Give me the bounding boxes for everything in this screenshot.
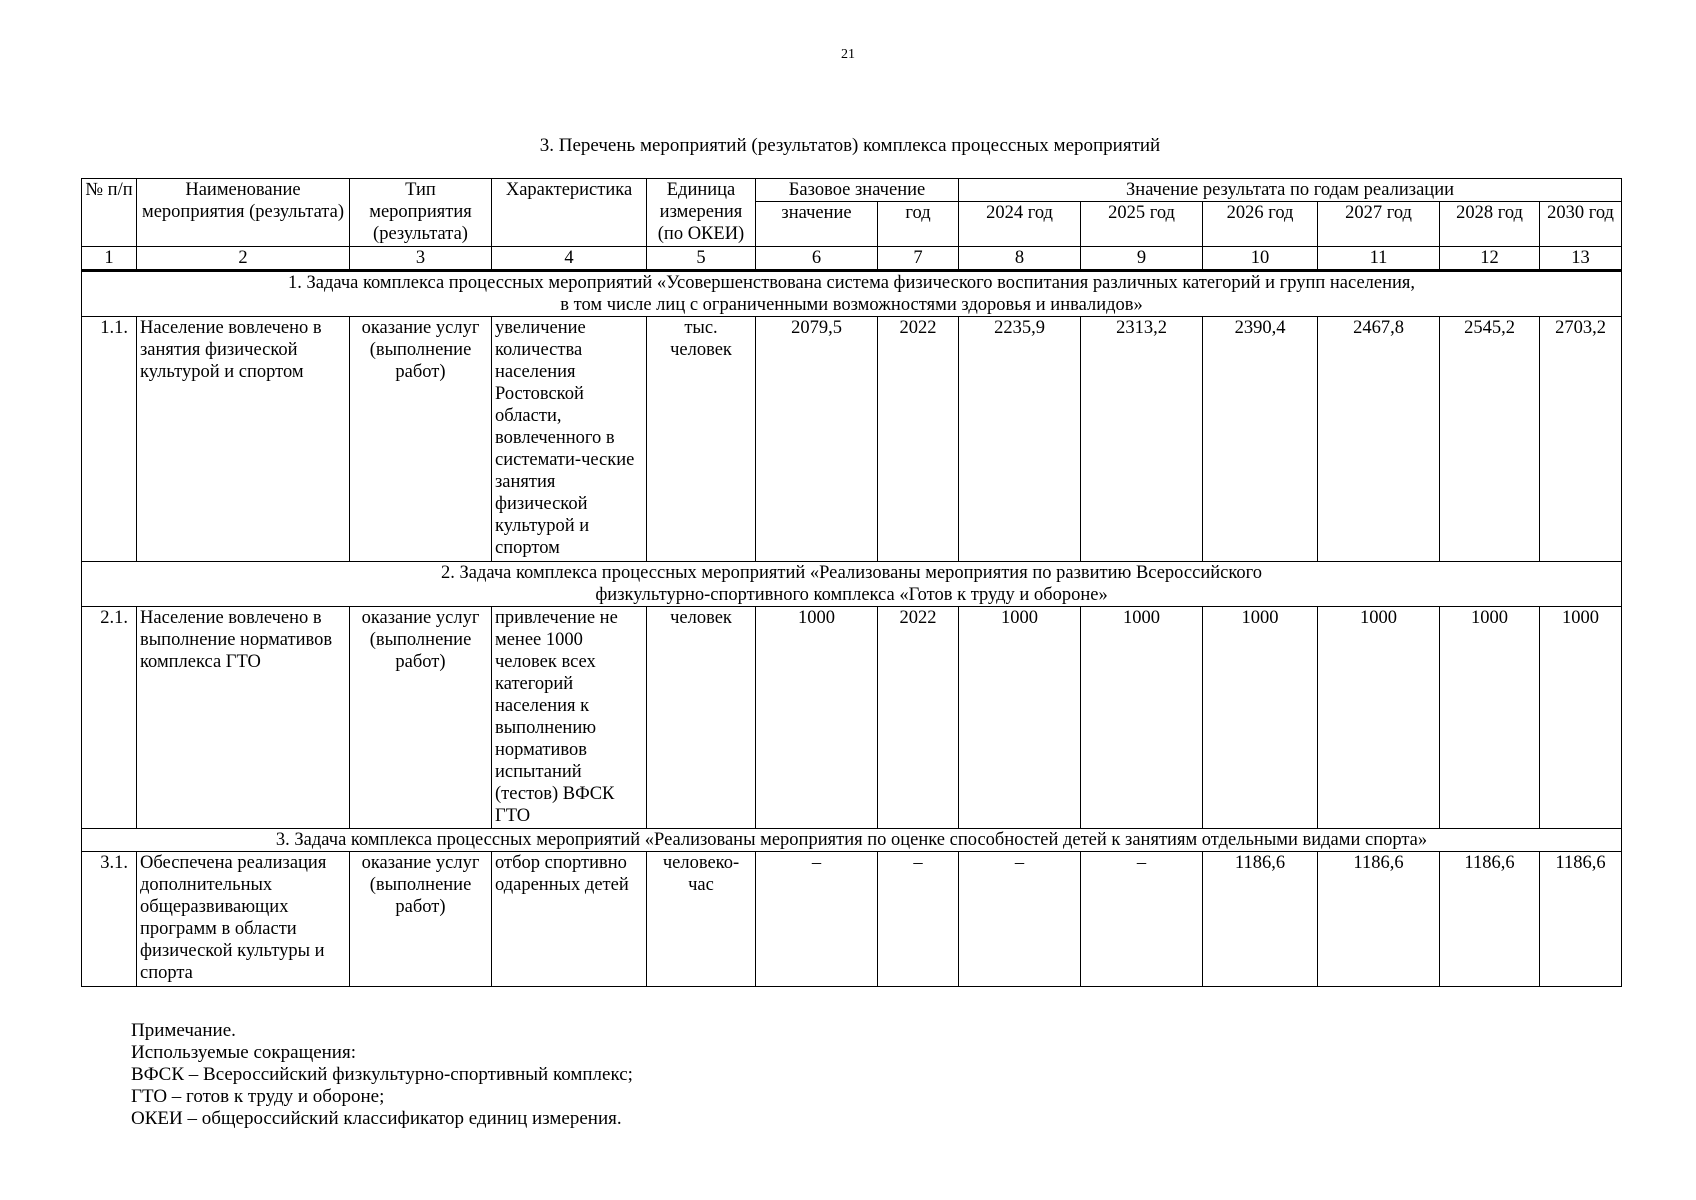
row-base-value: 2079,5: [756, 317, 878, 562]
row-value-2024: 1000: [959, 607, 1081, 829]
header-year: 2028 год: [1440, 202, 1540, 247]
header-year: 2027 год: [1318, 202, 1440, 247]
row-name: Обеспечена реализация дополнительных общеразвивающих программ в области физической культуры и спорта: [137, 852, 350, 987]
column-numbers-row: [82, 247, 1622, 271]
task-title: 1. Задача комплекса процессных мероприятий «Усовершенствована система физического воспитания различных категорий и групп населения, в том числе лиц с ограниченными возможностями здоровья и инвалидов»: [82, 271, 1622, 317]
table-row: [82, 852, 1622, 987]
row-type: оказание услуг (выполнение работ): [350, 607, 492, 829]
header-year: 2030 год: [1540, 202, 1622, 247]
column-number: 3: [350, 247, 492, 271]
column-number: 10: [1203, 247, 1318, 271]
row-unit: тыс. человек: [647, 317, 756, 562]
row-value-2026: 2390,4: [1203, 317, 1318, 562]
header-num: № п/п: [82, 179, 137, 247]
page-number: 21: [841, 47, 855, 62]
header-year: 2025 год: [1081, 202, 1203, 247]
column-number: 5: [647, 247, 756, 271]
header-base-year: год: [878, 202, 959, 247]
row-number: 3.1.: [82, 852, 137, 987]
row-value-2028: 2545,2: [1440, 317, 1540, 562]
row-base-value: –: [756, 852, 878, 987]
row-type: оказание услуг (выполнение работ): [350, 317, 492, 562]
column-number: 8: [959, 247, 1081, 271]
row-value-2030: 1000: [1540, 607, 1622, 829]
header-name: Наименование мероприятия (результата): [137, 179, 350, 247]
task-title-row: [82, 271, 1622, 317]
row-number: 1.1.: [82, 317, 137, 562]
row-base-value: 1000: [756, 607, 878, 829]
header-characteristic: Характеристика: [492, 179, 647, 247]
row-value-2025: 2313,2: [1081, 317, 1203, 562]
column-number: 12: [1440, 247, 1540, 271]
row-value-2026: 1186,6: [1203, 852, 1318, 987]
column-number: 13: [1540, 247, 1622, 271]
row-value-2026: 1000: [1203, 607, 1318, 829]
column-number: 4: [492, 247, 647, 271]
header-years: Значение результата по годам реализации: [959, 179, 1622, 202]
header-year: 2024 год: [959, 202, 1081, 247]
row-value-2024: –: [959, 852, 1081, 987]
row-unit: человеко-час: [647, 852, 756, 987]
task-title-row: [82, 829, 1622, 852]
header-base-value: значение: [756, 202, 878, 247]
header-base: Базовое значение: [756, 179, 959, 202]
row-value-2027: 1186,6: [1318, 852, 1440, 987]
row-characteristic: увеличение количества населения Ростовской области, вовлеченного в системати-ческие занятия физической культурой и спортом: [492, 317, 647, 562]
header-type: Тип мероприятия (результата): [350, 179, 492, 247]
row-value-2027: 1000: [1318, 607, 1440, 829]
note-line: ГТО – готов к труду и обороне;: [131, 1086, 385, 1107]
row-characteristic: привлечение не менее 1000 человек всех категорий населения к выполнению нормативов испытаний (тестов) ВФСК ГТО: [492, 607, 647, 829]
header-year: 2026 год: [1203, 202, 1318, 247]
row-name: Население вовлечено в занятия физической культурой и спортом: [137, 317, 350, 562]
column-number: 6: [756, 247, 878, 271]
results-table: [81, 178, 1622, 987]
row-value-2024: 2235,9: [959, 317, 1081, 562]
row-name: Население вовлечено в выполнение нормативов комплекса ГТО: [137, 607, 350, 829]
row-value-2030: 2703,2: [1540, 317, 1622, 562]
task-title: 2. Задача комплекса процессных мероприятий «Реализованы мероприятия по развитию Всероссийского физкультурно-спортивного комплекса «Готов к труду и обороне»: [82, 562, 1622, 607]
note-line: ОКЕИ – общероссийский классификатор единиц измерения.: [131, 1108, 622, 1129]
row-unit: человек: [647, 607, 756, 829]
note-line: Примечание.: [131, 1020, 236, 1041]
row-number: 2.1.: [82, 607, 137, 829]
column-number: 11: [1318, 247, 1440, 271]
row-base-year: 2022: [878, 317, 959, 562]
table-row: [82, 317, 1622, 562]
row-value-2028: 1000: [1440, 607, 1540, 829]
note-line: ВФСК – Всероссийский физкультурно-спортивный комплекс;: [131, 1064, 633, 1085]
row-characteristic: отбор спортивно одаренных детей: [492, 852, 647, 987]
column-number: 2: [137, 247, 350, 271]
row-value-2025: 1000: [1081, 607, 1203, 829]
row-base-year: 2022: [878, 607, 959, 829]
row-type: оказание услуг (выполнение работ): [350, 852, 492, 987]
column-number: 1: [82, 247, 137, 271]
note-line: Используемые сокращения:: [131, 1042, 356, 1063]
task-title-row: [82, 562, 1622, 607]
row-value-2027: 2467,8: [1318, 317, 1440, 562]
header-row: [82, 179, 1622, 202]
column-number: 9: [1081, 247, 1203, 271]
document-title: 3. Перечень мероприятий (результатов) комплекса процессных мероприятий: [539, 135, 1161, 156]
notes-block: [131, 1020, 633, 1130]
header-unit: Единица измерения (по ОКЕИ): [647, 179, 756, 247]
row-value-2030: 1186,6: [1540, 852, 1622, 987]
column-number: 7: [878, 247, 959, 271]
table-row: [82, 607, 1622, 829]
row-value-2028: 1186,6: [1440, 852, 1540, 987]
row-value-2025: –: [1081, 852, 1203, 987]
row-base-year: –: [878, 852, 959, 987]
task-title: 3. Задача комплекса процессных мероприятий «Реализованы мероприятия по оценке способностей детей к занятиям отдельными видами спорта»: [82, 829, 1622, 852]
